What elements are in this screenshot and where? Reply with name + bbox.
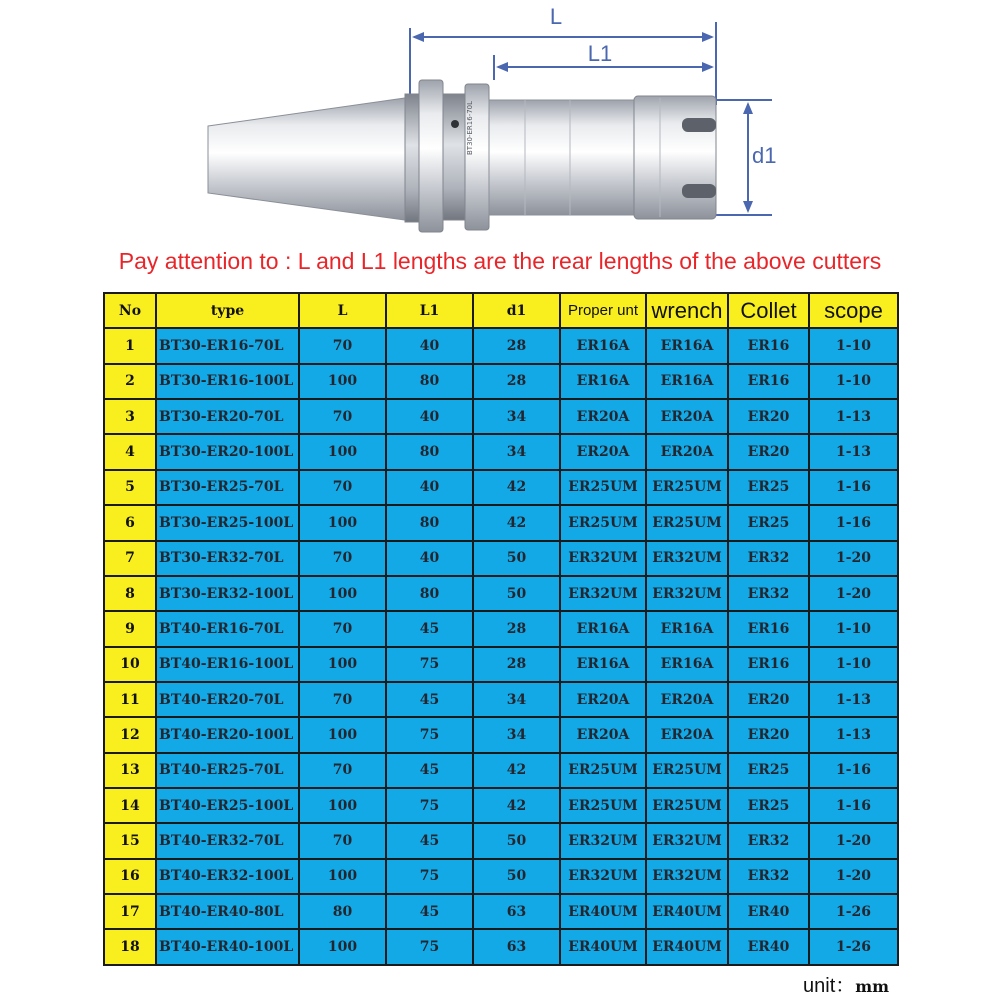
cell-scope: 1-10 xyxy=(809,647,898,682)
cell-proper-unt: ER32UM xyxy=(560,859,646,894)
cell-d1: 28 xyxy=(473,364,560,399)
cell-d1: 42 xyxy=(473,470,560,505)
cell-scope: 1-13 xyxy=(809,399,898,434)
cell-no: 17 xyxy=(104,894,156,929)
cell-wrench: ER32UM xyxy=(646,859,728,894)
cell-collet: ER16 xyxy=(728,611,809,646)
tool-holder-image xyxy=(208,80,716,232)
cell-L1: 75 xyxy=(386,717,473,752)
cell-proper-unt: ER20A xyxy=(560,717,646,752)
cell-scope: 1-10 xyxy=(809,364,898,399)
cell-L: 100 xyxy=(299,505,386,540)
cell-proper-unt: ER20A xyxy=(560,434,646,469)
table-row xyxy=(104,682,898,717)
cell-scope: 1-16 xyxy=(809,788,898,823)
cell-d1: 63 xyxy=(473,929,560,964)
cell-d1: 42 xyxy=(473,753,560,788)
header-d1: d1 xyxy=(473,293,560,328)
cell-scope: 1-16 xyxy=(809,753,898,788)
cell-proper-unt: ER20A xyxy=(560,682,646,717)
cell-collet: ER20 xyxy=(728,682,809,717)
cell-scope: 1-26 xyxy=(809,894,898,929)
cell-collet: ER32 xyxy=(728,859,809,894)
cell-collet: ER16 xyxy=(728,328,809,363)
cell-collet: ER20 xyxy=(728,717,809,752)
cell-L1: 40 xyxy=(386,399,473,434)
cell-L: 100 xyxy=(299,717,386,752)
cell-wrench: ER32UM xyxy=(646,576,728,611)
cell-type: BT30-ER32-100L xyxy=(156,576,299,611)
cell-proper-unt: ER16A xyxy=(560,647,646,682)
cell-type: BT30-ER16-100L xyxy=(156,364,299,399)
cell-wrench: ER20A xyxy=(646,682,728,717)
cell-wrench: ER40UM xyxy=(646,894,728,929)
cell-proper-unt: ER16A xyxy=(560,328,646,363)
cell-d1: 28 xyxy=(473,328,560,363)
cell-scope: 1-13 xyxy=(809,434,898,469)
cell-wrench: ER32UM xyxy=(646,823,728,858)
table-row xyxy=(104,859,898,894)
cell-proper-unt: ER20A xyxy=(560,399,646,434)
cell-no: 1 xyxy=(104,328,156,363)
header-scope: scope xyxy=(809,293,898,328)
table-header-row xyxy=(104,293,898,328)
cell-type: BT40-ER40-100L xyxy=(156,929,299,964)
table-row xyxy=(104,894,898,929)
cell-no: 10 xyxy=(104,647,156,682)
cell-wrench: ER32UM xyxy=(646,541,728,576)
cell-collet: ER25 xyxy=(728,788,809,823)
cell-L1: 40 xyxy=(386,541,473,576)
unit-value: mm xyxy=(855,977,890,996)
cell-collet: ER20 xyxy=(728,434,809,469)
cell-scope: 1-10 xyxy=(809,328,898,363)
cell-L1: 45 xyxy=(386,894,473,929)
table-row xyxy=(104,717,898,752)
engraved-model-text: BT30-ER16-70L xyxy=(466,100,474,155)
cell-L1: 45 xyxy=(386,753,473,788)
cell-L1: 45 xyxy=(386,682,473,717)
header-no: No xyxy=(104,293,156,328)
cell-type: BT30-ER16-70L xyxy=(156,328,299,363)
attention-notice: Pay attention to : L and L1 lengths are the rear lengths of the above cutters xyxy=(118,248,882,274)
cell-scope: 1-13 xyxy=(809,682,898,717)
header-type: type xyxy=(156,293,299,328)
cell-L: 100 xyxy=(299,434,386,469)
cell-type: BT40-ER32-100L xyxy=(156,859,299,894)
table-row xyxy=(104,753,898,788)
cell-type: BT30-ER25-70L xyxy=(156,470,299,505)
cell-wrench: ER25UM xyxy=(646,505,728,540)
table-row xyxy=(104,788,898,823)
cell-scope: 1-20 xyxy=(809,823,898,858)
cell-wrench: ER20A xyxy=(646,399,728,434)
cell-d1: 50 xyxy=(473,576,560,611)
cell-collet: ER32 xyxy=(728,541,809,576)
cell-type: BT40-ER20-70L xyxy=(156,682,299,717)
cell-no: 9 xyxy=(104,611,156,646)
table-row xyxy=(104,364,898,399)
cell-L1: 40 xyxy=(386,328,473,363)
dimension-d1-label: d1 xyxy=(752,143,777,168)
cell-scope: 1-10 xyxy=(809,611,898,646)
cell-L1: 40 xyxy=(386,470,473,505)
cell-scope: 1-26 xyxy=(809,929,898,964)
cell-d1: 50 xyxy=(473,541,560,576)
cell-proper-unt: ER25UM xyxy=(560,505,646,540)
cell-L: 100 xyxy=(299,788,386,823)
cell-wrench: ER40UM xyxy=(646,929,728,964)
cell-collet: ER40 xyxy=(728,894,809,929)
dimension-d1-marker xyxy=(716,100,776,215)
cell-L: 70 xyxy=(299,470,386,505)
cell-no: 16 xyxy=(104,859,156,894)
cell-L1: 75 xyxy=(386,929,473,964)
cell-proper-unt: ER32UM xyxy=(560,823,646,858)
cell-no: 12 xyxy=(104,717,156,752)
cell-no: 2 xyxy=(104,364,156,399)
cell-proper-unt: ER25UM xyxy=(560,788,646,823)
dimension-L1-label: L1 xyxy=(587,41,613,66)
cell-wrench: ER20A xyxy=(646,717,728,752)
cell-type: BT30-ER20-70L xyxy=(156,399,299,434)
table-row xyxy=(104,647,898,682)
spec-table-body xyxy=(104,328,898,964)
cell-scope: 1-20 xyxy=(809,541,898,576)
cell-d1: 34 xyxy=(473,717,560,752)
cell-no: 6 xyxy=(104,505,156,540)
cell-type: BT40-ER16-100L xyxy=(156,647,299,682)
header-collet: Collet xyxy=(728,293,809,328)
table-row xyxy=(104,823,898,858)
cell-L1: 80 xyxy=(386,505,473,540)
unit-label: unit： xyxy=(803,975,856,997)
dimension-L-label: L xyxy=(549,4,563,29)
tool-holder-figure xyxy=(0,0,1000,240)
cell-d1: 28 xyxy=(473,611,560,646)
cell-L: 70 xyxy=(299,753,386,788)
cell-L: 70 xyxy=(299,328,386,363)
cell-collet: ER16 xyxy=(728,364,809,399)
cell-L: 100 xyxy=(299,859,386,894)
cell-L: 100 xyxy=(299,364,386,399)
cell-proper-unt: ER16A xyxy=(560,364,646,399)
cell-scope: 1-20 xyxy=(809,859,898,894)
table-row xyxy=(104,929,898,964)
cell-type: BT40-ER25-70L xyxy=(156,753,299,788)
table-row xyxy=(104,328,898,363)
table-row xyxy=(104,505,898,540)
header-proper-unt: Proper unt xyxy=(560,293,646,328)
cell-d1: 28 xyxy=(473,647,560,682)
cell-proper-unt: ER25UM xyxy=(560,470,646,505)
cell-proper-unt: ER25UM xyxy=(560,753,646,788)
cell-proper-unt: ER16A xyxy=(560,611,646,646)
cell-wrench: ER16A xyxy=(646,364,728,399)
cell-no: 4 xyxy=(104,434,156,469)
cell-no: 14 xyxy=(104,788,156,823)
cell-d1: 34 xyxy=(473,399,560,434)
table-row xyxy=(104,470,898,505)
cell-proper-unt: ER40UM xyxy=(560,929,646,964)
cell-wrench: ER25UM xyxy=(646,470,728,505)
cell-d1: 50 xyxy=(473,823,560,858)
cell-proper-unt: ER40UM xyxy=(560,894,646,929)
cell-L: 100 xyxy=(299,576,386,611)
table-row xyxy=(104,611,898,646)
cell-L1: 45 xyxy=(386,611,473,646)
cell-d1: 42 xyxy=(473,505,560,540)
cell-L1: 80 xyxy=(386,434,473,469)
cell-wrench: ER16A xyxy=(646,647,728,682)
cell-collet: ER25 xyxy=(728,505,809,540)
table-row xyxy=(104,576,898,611)
cell-scope: 1-20 xyxy=(809,576,898,611)
header-L1: L1 xyxy=(386,293,473,328)
cell-L1: 75 xyxy=(386,647,473,682)
cell-wrench: ER20A xyxy=(646,434,728,469)
cell-L: 70 xyxy=(299,611,386,646)
cell-proper-unt: ER32UM xyxy=(560,576,646,611)
cell-collet: ER32 xyxy=(728,823,809,858)
cell-L: 80 xyxy=(299,894,386,929)
cell-L: 100 xyxy=(299,647,386,682)
cell-wrench: ER25UM xyxy=(646,753,728,788)
cell-type: BT40-ER16-70L xyxy=(156,611,299,646)
cell-no: 3 xyxy=(104,399,156,434)
cell-type: BT30-ER25-100L xyxy=(156,505,299,540)
spec-table xyxy=(103,292,899,966)
cell-d1: 34 xyxy=(473,434,560,469)
dimension-L-marker xyxy=(410,4,716,105)
cell-collet: ER20 xyxy=(728,399,809,434)
cell-d1: 50 xyxy=(473,859,560,894)
cell-L1: 45 xyxy=(386,823,473,858)
cell-L: 70 xyxy=(299,541,386,576)
cell-collet: ER25 xyxy=(728,470,809,505)
table-row xyxy=(104,399,898,434)
dimension-L1-marker xyxy=(494,41,714,80)
cell-wrench: ER16A xyxy=(646,611,728,646)
unit-note xyxy=(803,969,889,998)
cell-collet: ER16 xyxy=(728,647,809,682)
header-wrench: wrench xyxy=(646,293,728,328)
cell-L: 100 xyxy=(299,929,386,964)
cell-type: BT30-ER32-70L xyxy=(156,541,299,576)
cell-wrench: ER16A xyxy=(646,328,728,363)
header-L: L xyxy=(299,293,386,328)
cell-L: 70 xyxy=(299,399,386,434)
cell-proper-unt: ER32UM xyxy=(560,541,646,576)
cell-no: 8 xyxy=(104,576,156,611)
cell-type: BT40-ER40-80L xyxy=(156,894,299,929)
cell-no: 11 xyxy=(104,682,156,717)
cell-scope: 1-16 xyxy=(809,470,898,505)
cell-no: 5 xyxy=(104,470,156,505)
cell-d1: 63 xyxy=(473,894,560,929)
cell-L: 70 xyxy=(299,682,386,717)
cell-no: 15 xyxy=(104,823,156,858)
cell-d1: 34 xyxy=(473,682,560,717)
cell-no: 7 xyxy=(104,541,156,576)
cell-L1: 80 xyxy=(386,364,473,399)
cell-collet: ER25 xyxy=(728,753,809,788)
cell-type: BT40-ER32-70L xyxy=(156,823,299,858)
cell-scope: 1-16 xyxy=(809,505,898,540)
cell-type: BT40-ER20-100L xyxy=(156,717,299,752)
cell-no: 18 xyxy=(104,929,156,964)
cell-no: 13 xyxy=(104,753,156,788)
cell-collet: ER32 xyxy=(728,576,809,611)
cell-L1: 75 xyxy=(386,859,473,894)
table-row xyxy=(104,434,898,469)
cell-type: BT30-ER20-100L xyxy=(156,434,299,469)
cell-L1: 75 xyxy=(386,788,473,823)
cell-type: BT40-ER25-100L xyxy=(156,788,299,823)
cell-collet: ER40 xyxy=(728,929,809,964)
cell-wrench: ER25UM xyxy=(646,788,728,823)
cell-d1: 42 xyxy=(473,788,560,823)
cell-L1: 80 xyxy=(386,576,473,611)
cell-L: 70 xyxy=(299,823,386,858)
cell-scope: 1-13 xyxy=(809,717,898,752)
table-row xyxy=(104,541,898,576)
